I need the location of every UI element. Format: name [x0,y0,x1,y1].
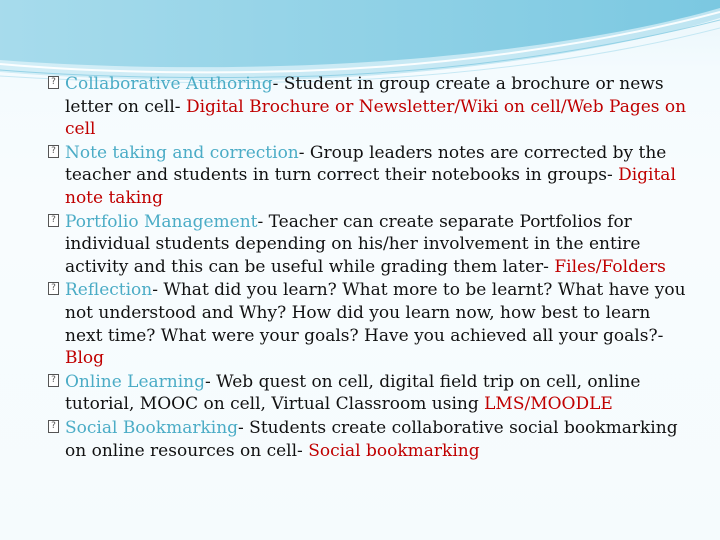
missing-glyph-box-icon: ? [48,214,59,227]
bullet-term: Social Bookmarking [65,417,239,438]
bullet-text: - Group leaders notes are corrected by the teacher and students in turn correct their notebooks in groups- [65,142,667,186]
bullet-term: Portfolio Management [65,211,258,232]
bullet-collaborative-authoring [48,73,688,141]
bullet-term: Collaborative Authoring [65,74,273,94]
bullet-note-taking [48,142,688,210]
bullet-portfolio-management [48,211,688,279]
bullet-term: Online Learning [65,371,206,392]
missing-glyph-box-icon: ? [48,145,59,158]
bullet-reflection [48,279,688,369]
bullet-tool: Files/Folders [554,256,666,277]
bullet-online-learning [48,371,688,416]
bullet-tool: Blog [65,348,105,369]
bullet-list [48,73,688,463]
bullet-text: - Student in group create a brochure or news letter on cell- [65,74,664,117]
bullet-text: - Teacher can create separate Portfolios for individual students depending on his/her involvement in the entire activity and this can be useful while grading them later- [65,211,641,277]
bullet-term: Note taking and correction [65,142,299,163]
bullet-tool: Digital Brochure or Newsletter/Wiki on cell/Web Pages on cell [65,96,687,140]
bullet-tool: LMS/MOODLE [484,394,613,415]
bullet-text: - Students create collaborative social bookmarking on online resources on cell- [65,417,678,461]
missing-glyph-box-icon: ? [48,76,59,89]
missing-glyph-box-icon: ? [48,282,59,295]
bullet-text: - Web quest on cell, digital field trip on cell, online tutorial, MOOC on cell, Virtual Classroom using [65,371,641,415]
bullet-term: Reflection [65,280,153,301]
bullet-social-bookmarking [48,417,688,462]
missing-glyph-box-icon: ? [48,420,59,433]
bullet-text: - What did you learn? What more to be learnt? What have you not understood and Why? How did you learn now, how best to learn next time? What were your goals? Have you achieved all your goals?- [65,280,686,346]
bullet-tool: Social bookmarking [308,440,480,461]
bullet-tool: Digital note taking [65,165,676,208]
missing-glyph-box-icon: ? [48,374,59,387]
